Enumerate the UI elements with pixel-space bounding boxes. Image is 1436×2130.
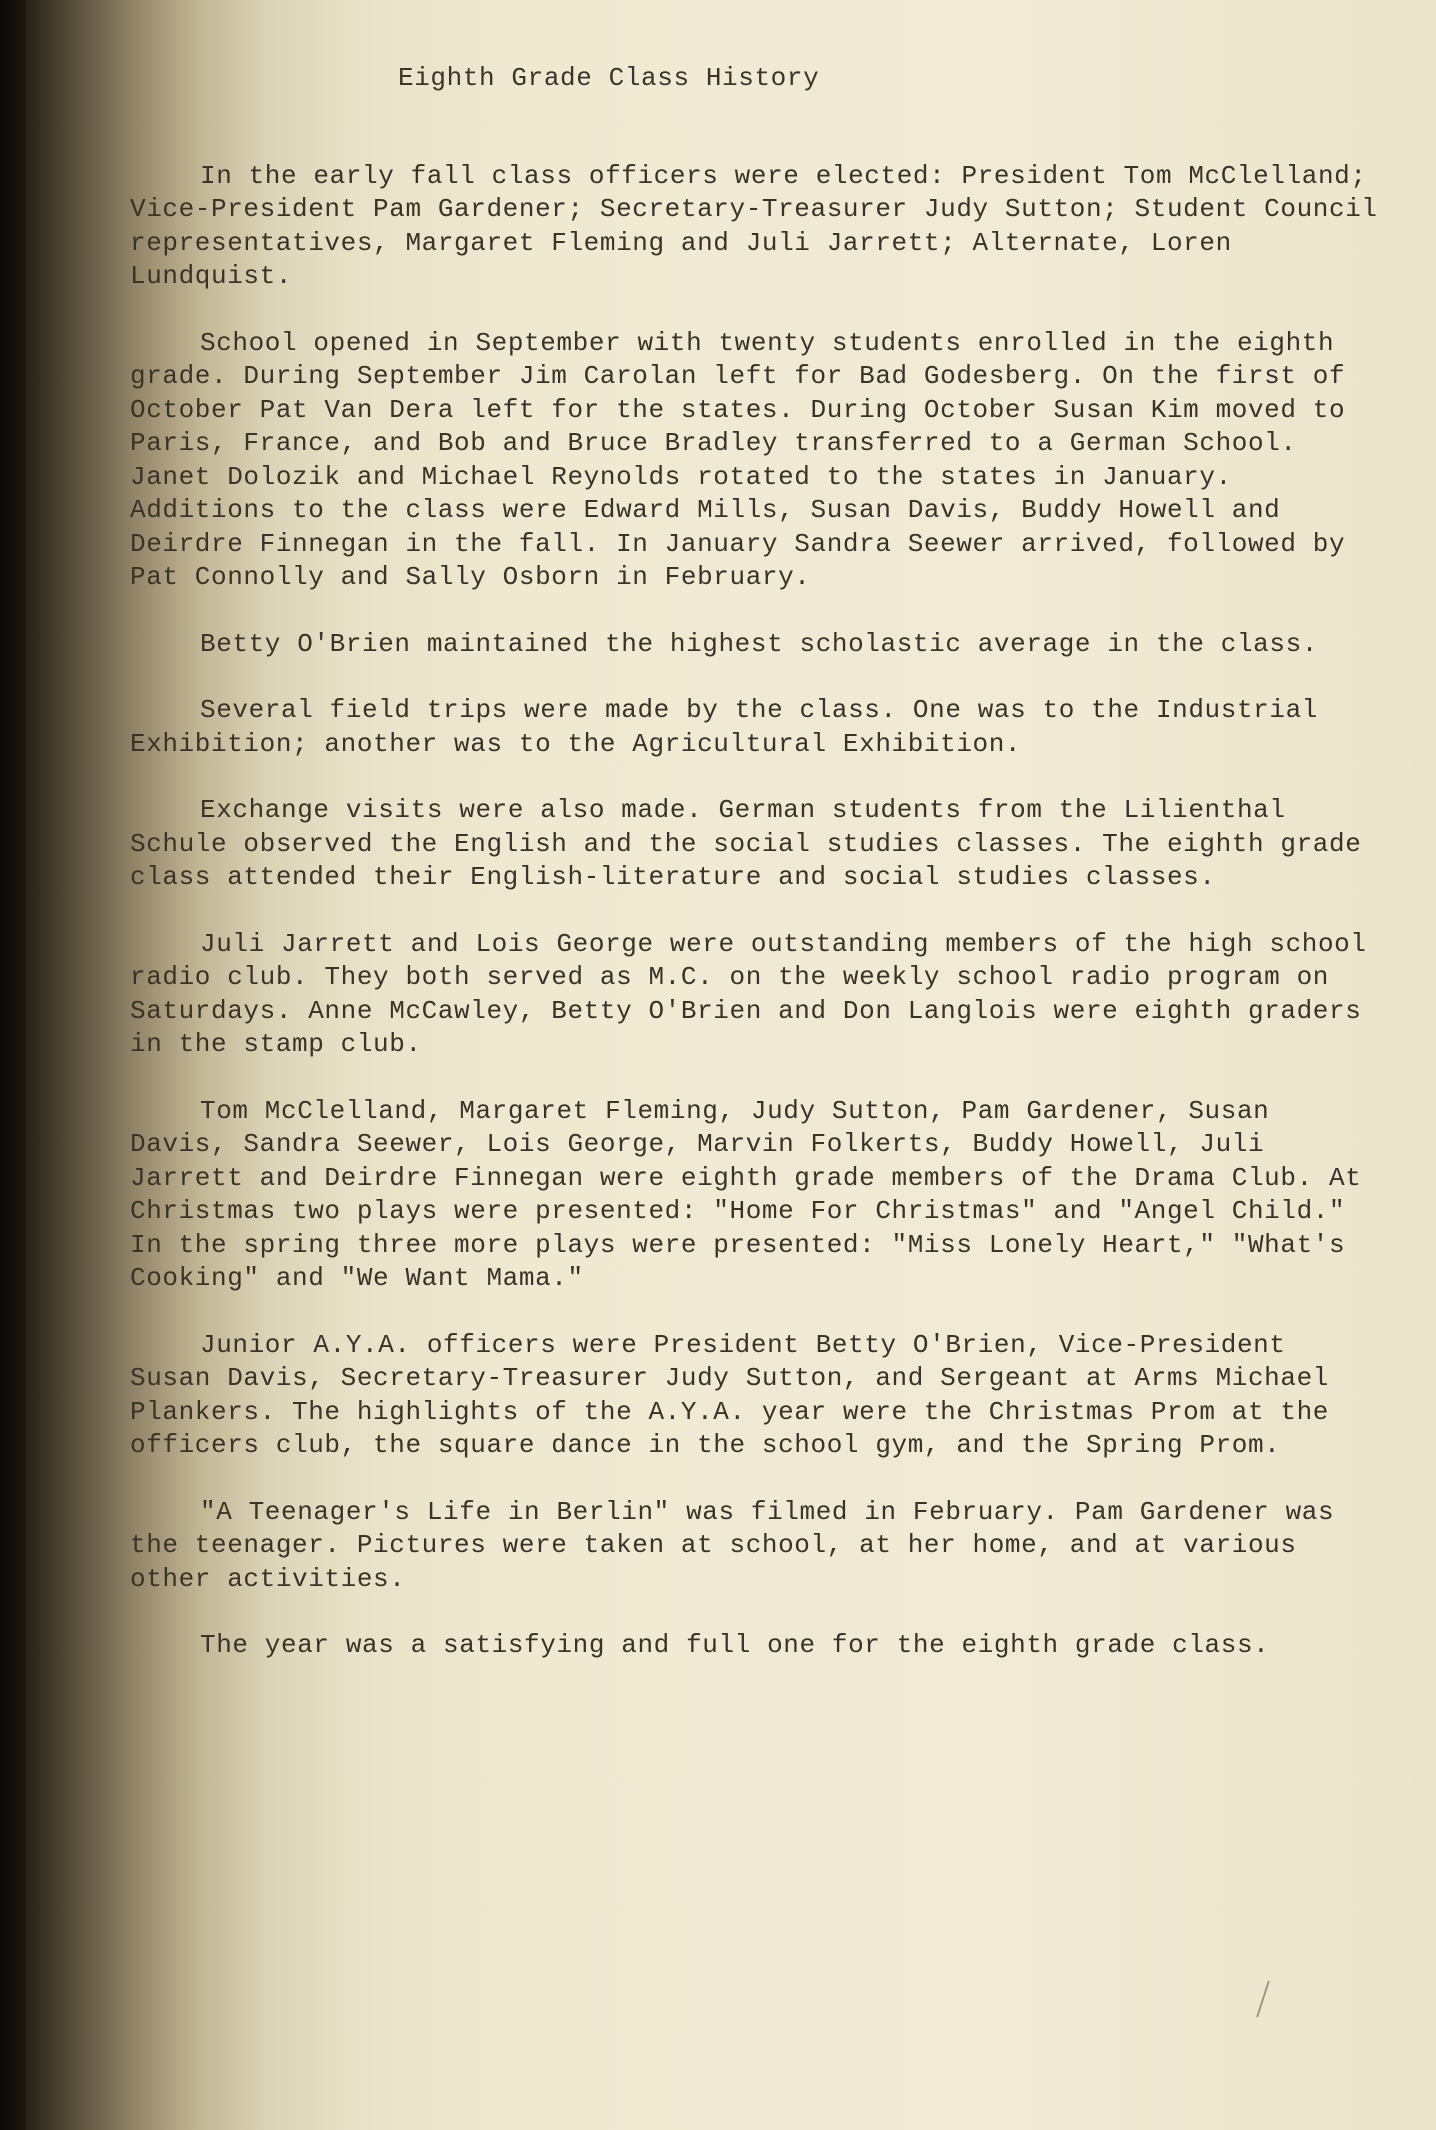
paragraph-enrollment: School opened in September with twenty students enrolled in the eighth grade. During September Jim Carolan left for Bad Godesberg. On the first of October Pat Van Dera left for the states. During October Susan Kim moved to Paris, France, and Bob and Bruce Bradley transferred to a German School. Janet Dolozik and Michael Reynolds rotated to the states in January. Additions to the class were Edward Mills, Susan Davis, Buddy Howell and Deirdre Finnegan in the fall. In January Sandra Seewer arrived, followed by Pat Connolly and Sally Osborn in February.	[130, 327, 1346, 592]
paragraph-drama-club: Tom McClelland, Margaret Fleming, Judy Sutton, Pam Gardener, Susan Davis, Sandra Seewer, Lois George, Marvin Folkerts, Buddy Howell, Juli Jarrett and Deirdre Finnegan were eighth grade members of the Drama Club. At Christmas two plays were presented: "Home For Christmas" and "Angel Child." In the spring three more plays were presented: "Miss Lonely Heart," "What's Cooking" and "We Want Mama."	[130, 1095, 1362, 1293]
class-history-document	[130, 62, 1380, 1663]
paragraph-field-trips: Several field trips were made by the class. One was to the Industrial Exhibition; another was to the Agricultural Exhibition.	[130, 695, 1318, 759]
paragraph-scholastic: Betty O'Brien maintained the highest scholastic average in the class.	[200, 628, 1318, 659]
paragraph-radio-club: Juli Jarrett and Lois George were outstanding members of the high school radio club. They both served as M.C. on the weekly school radio program on Saturdays. Anne McCawley, Betty O'Brien and Don Langlois were eighth graders in the stamp club.	[130, 928, 1367, 1059]
paragraph-exchange-visits: Exchange visits were also made. German students from the Lilienthal Schule observed the English and the social studies classes. The eighth grade class attended their English-literature and social studies classes.	[130, 795, 1362, 892]
paragraph-aya-officers: Junior A.Y.A. officers were President Betty O'Brien, Vice-President Susan Davis, Secretary-Treasurer Judy Sutton, and Sergeant at Arms Michael Plankers. The highlights of the A.Y.A. year were the Christmas Prom at the officers club, the square dance in the school gym, and the Spring Prom.	[130, 1329, 1329, 1460]
binding-shadow	[0, 0, 26, 2130]
paragraph-film: "A Teenager's Life in Berlin" was filmed in February. Pam Gardener was the teenager. Pictures were taken at school, at her home, and at various other activities.	[130, 1496, 1335, 1594]
paragraph-closing: The year was a satisfying and full one for the eighth grade class.	[200, 1630, 1270, 1660]
page-title: Eighth Grade Class History	[398, 63, 820, 93]
paragraph-officers: In the early fall class officers were elected: President Tom McClelland; Vice-President Pam Gardener; Secretary-Treasurer Judy Sutton; Student Council representatives, Margaret Fleming and Juli Jarrett; Alternate, Loren Lundquist.	[130, 160, 1378, 291]
pencil-mark	[1256, 1981, 1270, 2018]
